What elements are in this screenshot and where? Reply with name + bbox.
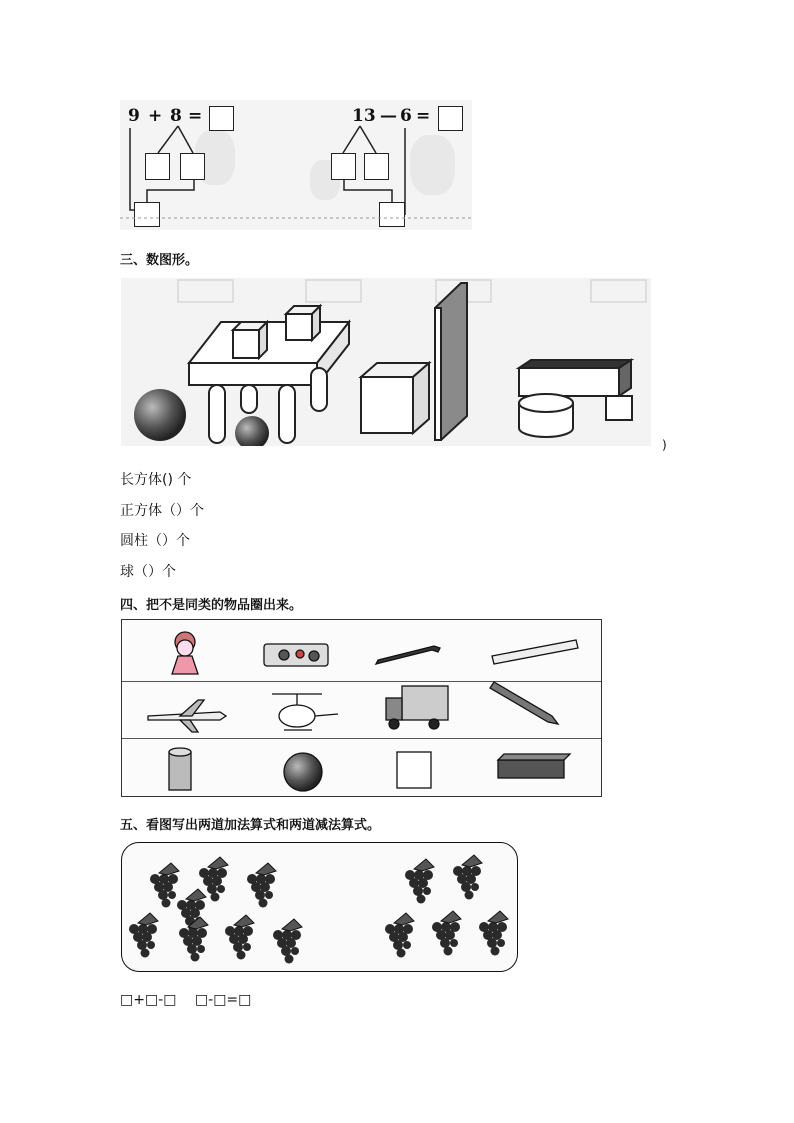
grape-icon	[432, 911, 461, 956]
eq1-b: 8	[170, 106, 182, 126]
count-cuboid: 长方体() 个	[120, 472, 192, 488]
grape-icon	[150, 863, 179, 908]
eq1-a: 9	[128, 106, 140, 126]
grape-icon	[225, 915, 254, 960]
grape-icon	[129, 913, 158, 958]
classification-items	[122, 620, 601, 796]
grape-icon	[247, 863, 276, 908]
bond-lines	[120, 100, 472, 230]
number-bond-panel	[120, 100, 472, 230]
grape-icon	[479, 911, 508, 956]
grape-icon	[273, 919, 302, 964]
section3-trailing-paren: )	[662, 438, 667, 452]
airplane-icon	[148, 700, 226, 732]
classification-grid	[121, 619, 602, 797]
pencil-icon	[376, 646, 440, 664]
doll-icon	[172, 632, 198, 674]
square-icon	[397, 752, 431, 788]
pencil-case-icon	[264, 644, 328, 666]
grape-icon	[179, 917, 208, 962]
ruler-icon	[492, 640, 578, 664]
eq1-eq: =	[188, 106, 203, 126]
count-sphere: 球（）个	[120, 564, 176, 580]
eq1-op: +	[148, 106, 163, 126]
count-cube: 正方体（）个	[120, 503, 204, 519]
eq2-a: 13	[352, 106, 376, 126]
section3-title: 三、数图形。	[120, 253, 199, 268]
sphere-icon	[284, 753, 322, 791]
eq2-b: 6	[400, 106, 412, 126]
grapes-panel	[121, 842, 518, 972]
eq2-op: —	[380, 106, 397, 126]
helicopter-icon	[272, 694, 338, 730]
section4-title: 四、把不是同类的物品圈出来。	[120, 598, 303, 613]
solids-figure	[121, 278, 651, 446]
count-cylinder: 圆柱（）个	[120, 533, 190, 549]
grapes-drawing	[122, 843, 515, 969]
ball-icon	[134, 389, 186, 441]
cylinder-icon	[169, 748, 191, 790]
rocket-icon	[490, 682, 558, 724]
solids-drawing	[121, 278, 651, 446]
truck-icon	[386, 686, 448, 729]
section5-formula: □+□-□ □-□=□	[120, 992, 252, 1008]
grape-icon	[405, 859, 434, 904]
section5-title: 五、看图写出两道加法算式和两道减法算式。	[120, 818, 381, 833]
grape-icon	[453, 855, 482, 900]
eq2-eq: =	[416, 106, 431, 126]
grape-icon	[385, 913, 414, 958]
cuboid-icon	[498, 754, 570, 778]
